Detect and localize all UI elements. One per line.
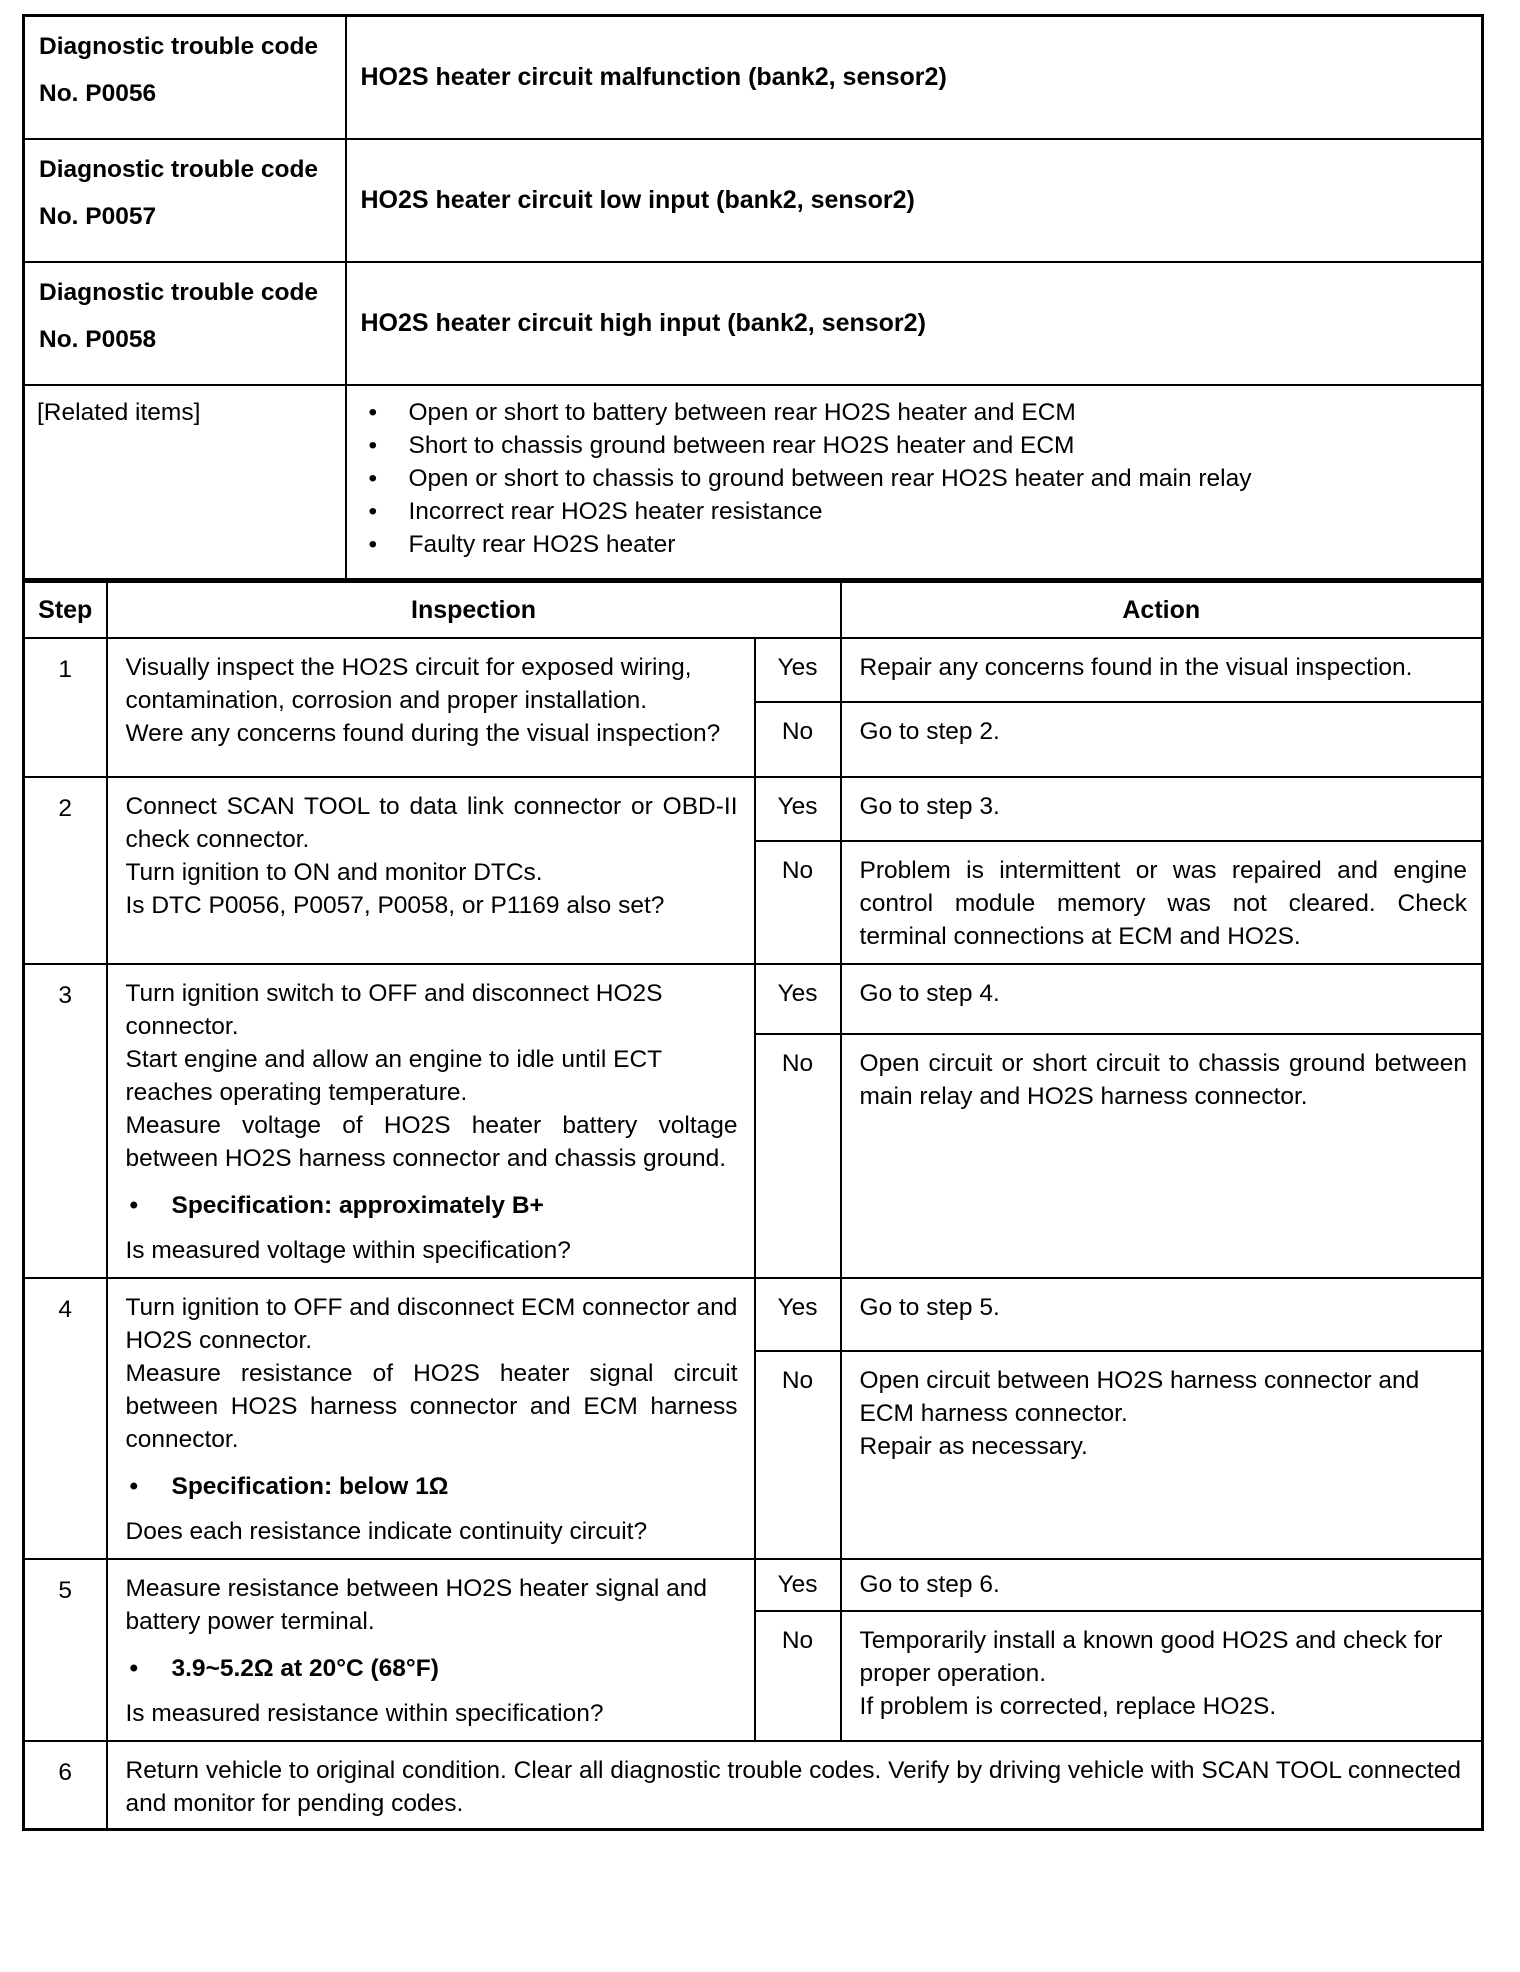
step-number: 3 [24,964,107,1278]
no-action-text: Open circuit between HO2S harness connector and ECM harness connector. [859,1366,1420,1427]
yes-label: Yes [755,638,841,702]
yes-label: Yes [755,1559,841,1611]
step-inspection [107,964,755,1278]
dtc-row [24,262,1483,385]
yes-label: Yes [755,1278,841,1351]
dtc-description: HO2S heater circuit low input (bank2, sensor2) [346,139,1483,262]
no-label: No [755,702,841,777]
no-action-text: Repair as necessary. [859,1432,1088,1460]
inspection-text: Turn ignition to OFF and disconnect ECM connector and HO2S connector. [125,1294,738,1354]
yes-action: Go to step 4. [841,964,1483,1034]
inspection-text: Measure resistance between HO2S heater signal and battery power terminal. [125,1575,708,1635]
step-row-3 [24,964,1483,1034]
step-row-2 [24,777,1483,841]
yes-action: Repair any concerns found in the visual inspection. [841,638,1483,702]
yes-label: Yes [755,777,841,841]
inspection-text: Measure voltage of HO2S heater battery voltage between HO2S harness connector and chassis ground. [125,1112,738,1172]
step-number: 2 [24,777,107,964]
related-item: • Open or short to chassis to ground between rear HO2S heater and main relay [361,462,1468,495]
dtc-code-label: Diagnostic trouble code [39,279,319,306]
dtc-code-cell [24,16,346,140]
step-row-5 [24,1559,1483,1611]
no-action: Go to step 2. [841,702,1483,777]
dtc-description: HO2S heater circuit malfunction (bank2, sensor2) [346,16,1483,140]
yes-action: Go to step 5. [841,1278,1483,1351]
inspection-text: Visually inspect the HO2S circuit for exposed wiring, contamination, corrosion and proper installation. [125,654,692,714]
dtc-code-cell [24,262,346,385]
dtc-code-number: No. P0056 [39,80,157,107]
step-number: 4 [24,1278,107,1559]
related-item: • Open or short to battery between rear HO2S heater and ECM [361,396,1468,429]
dtc-code-label: Diagnostic trouble code [39,33,319,60]
yes-action: Go to step 3. [841,777,1483,841]
step-row-4 [24,1278,1483,1351]
no-action-text: Temporarily install a known good HO2S and check for proper operation. [859,1626,1443,1687]
dtc-code-number: No. P0057 [39,203,157,230]
related-items-cell [346,385,1483,580]
related-items-list [361,396,1468,561]
no-label: No [755,1034,841,1278]
dtc-code-label: Diagnostic trouble code [39,156,319,183]
table-header-row [24,582,1483,639]
step-row-6 [24,1741,1483,1830]
no-action-text: If problem is corrected, replace HO2S. [859,1692,1277,1720]
specification: • Specification: approximately B+ [126,1189,738,1222]
inspection-text: Start engine and allow an engine to idle until ECT reaches operating temperature. [125,1046,662,1106]
inspection-text: Measure resistance of HO2S heater signal circuit between HO2S harness connector and ECM harness connector. [125,1360,738,1453]
dtc-code-number: No. P0058 [39,326,157,353]
step-inspection [107,1559,755,1741]
inspection-question: Does each resistance indicate continuity circuit? [125,1518,648,1545]
dtc-description: HO2S heater circuit high input (bank2, sensor2) [346,262,1483,385]
step-final-text: Return vehicle to original condition. Clear all diagnostic trouble codes. Verify by driving vehicle with SCAN TOOL connected and monitor for pending codes. [107,1741,1483,1830]
no-action: Open circuit or short circuit to chassis ground between main relay and HO2S harness connector. [841,1034,1483,1278]
inspection-question: Is measured voltage within specification? [125,1237,571,1264]
troubleshooting-steps-table [22,580,1484,1831]
specification: • Specification: below 1Ω [126,1470,738,1503]
header-inspection: Inspection [107,582,841,639]
related-item: • Incorrect rear HO2S heater resistance [361,495,1468,528]
step-number: 1 [24,638,107,777]
specification: • 3.9~5.2Ω at 20°C (68°F) [126,1652,738,1685]
header-step: Step [24,582,107,639]
inspection-question: Is measured resistance within specification? [125,1700,604,1727]
related-items-label: [Related items] [24,385,346,580]
no-action: Problem is intermittent or was repaired and engine control module memory was not cleared. Check terminal connections at ECM and HO2S. [841,841,1483,964]
dtc-code-cell [24,139,346,262]
related-items-row [24,385,1483,580]
related-item: • Faulty rear HO2S heater [361,528,1468,561]
yes-label: Yes [755,964,841,1034]
step-inspection [107,638,755,777]
yes-action: Go to step 6. [841,1559,1483,1611]
inspection-text: Turn ignition switch to OFF and disconnect HO2S connector. [125,980,663,1040]
dtc-table [22,14,1484,581]
step-number: 5 [24,1559,107,1741]
step-number: 6 [24,1741,107,1830]
step-inspection [107,1278,755,1559]
inspection-text: Connect SCAN TOOL to data link connector or OBD-II check connector. [125,793,738,853]
related-item: • Short to chassis ground between rear HO2S heater and ECM [361,429,1468,462]
step-inspection [107,777,755,964]
inspection-question: Is DTC P0056, P0057, P0058, or P1169 also set? [125,892,665,919]
dtc-row [24,16,1483,140]
dtc-row [24,139,1483,262]
no-label: No [755,1351,841,1559]
header-action: Action [841,582,1483,639]
no-label: No [755,841,841,964]
no-action [841,1351,1483,1559]
step-row-1 [24,638,1483,702]
no-action [841,1611,1483,1741]
no-label: No [755,1611,841,1741]
inspection-question: Were any concerns found during the visual inspection? [125,720,721,747]
inspection-text: Turn ignition to ON and monitor DTCs. [125,859,543,886]
